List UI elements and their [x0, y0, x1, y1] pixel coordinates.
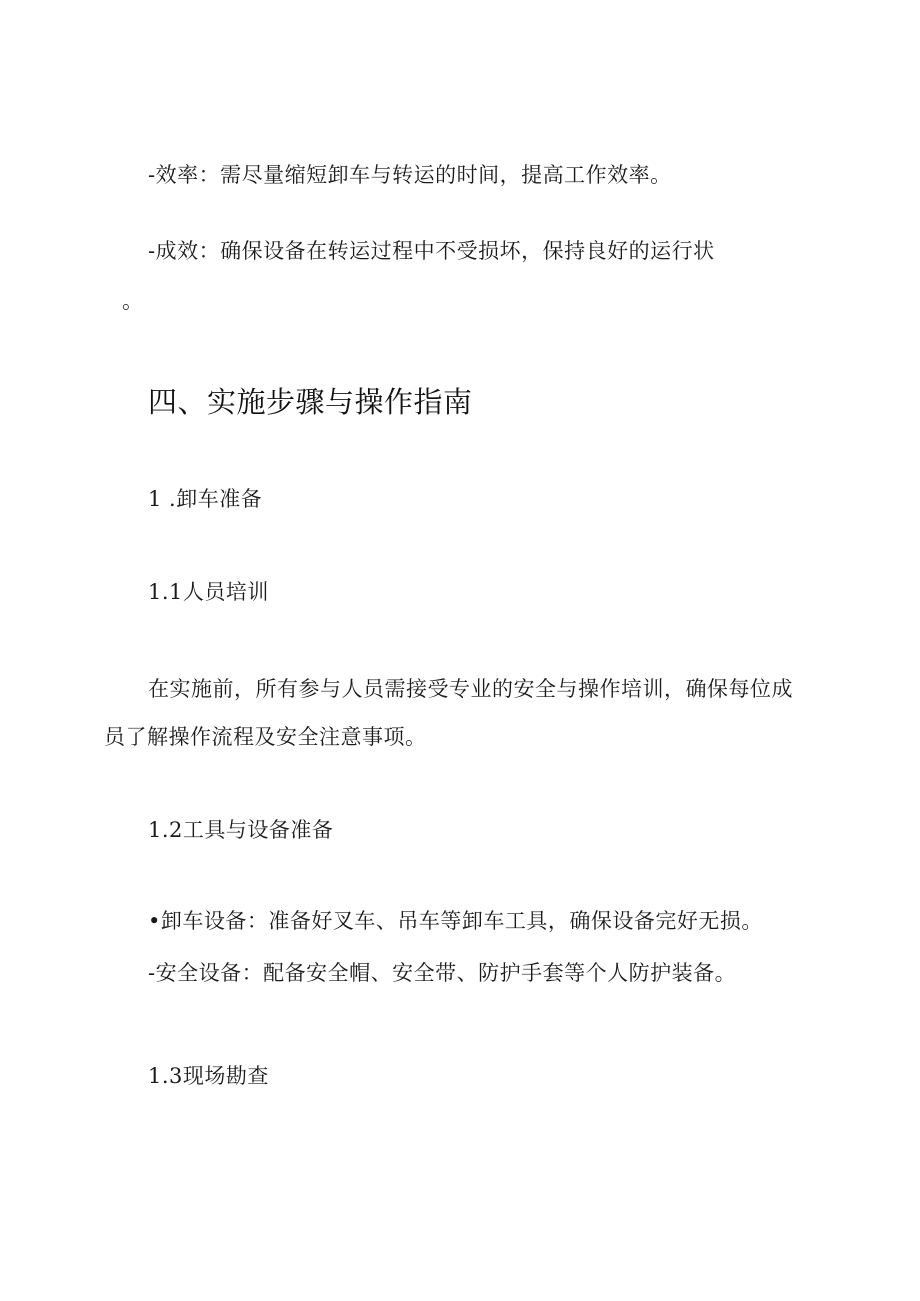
training-paragraph-line-2: 员了解操作流程及安全注意事项。 [104, 725, 427, 749]
effect-line-end: 。 [122, 289, 144, 313]
subsection-personnel-training: 1.1人员培训 [148, 580, 269, 604]
subsection-tools-equipment: 1.2工具与设备准备 [148, 818, 334, 842]
bullet-unloading-equipment: •卸车设备：准备好叉车、吊车等卸车工具，确保设备完好无损。 [148, 909, 763, 933]
efficiency-line: -效率：需尽量缩短卸车与转运的时间，提高工作效率。 [148, 163, 672, 187]
bullet-safety-equipment: -安全设备：配备安全帽、安全带、防护手套等个人防护装备。 [148, 961, 737, 985]
subsection-unloading-prep: 1 .卸车准备 [148, 487, 263, 511]
subsection-site-survey: 1.3现场勘查 [148, 1064, 269, 1088]
section-heading: 四、实施步骤与操作指南 [148, 385, 473, 419]
effect-line: -成效：确保设备在转运过程中不受损坏，保持良好的运行状 [148, 239, 715, 263]
training-paragraph-line-1: 在实施前，所有参与人员需接受专业的安全与操作培训，确保每位成 [148, 677, 793, 701]
